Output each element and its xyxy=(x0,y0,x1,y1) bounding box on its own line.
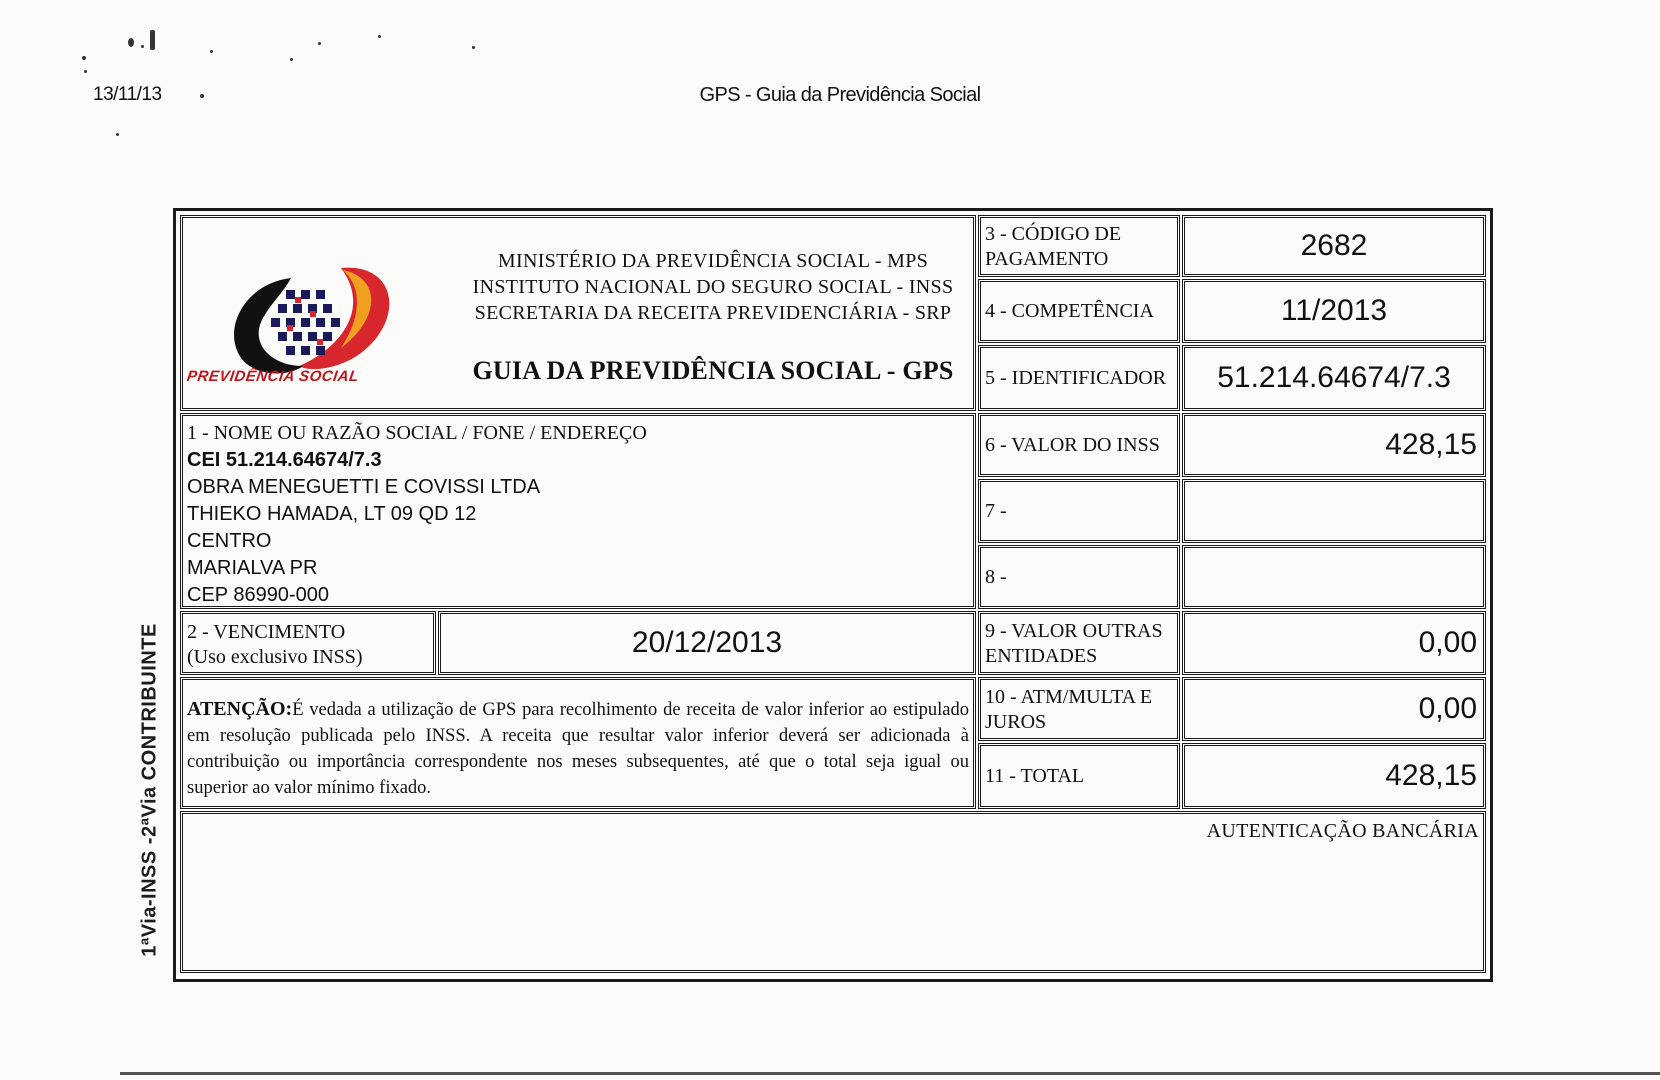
ministry-lines xyxy=(433,248,993,326)
logo-caption: PREVIDÊNCIA SOCIAL xyxy=(185,368,360,385)
contributor-city: MARIALVA PR xyxy=(187,557,318,579)
notice-prefix: ATENÇÃO: xyxy=(187,698,293,720)
contributor-block xyxy=(183,416,973,609)
contributor-district: CENTRO xyxy=(187,530,272,552)
identifier-value: 51.214.64674/7.3 xyxy=(1217,361,1451,394)
contributor-cell xyxy=(180,413,976,609)
field-8-value xyxy=(1185,548,1483,606)
scan-edge-line xyxy=(120,1072,1660,1075)
contributor-address: THIEKO HAMADA, LT 09 QD 12 xyxy=(187,503,477,525)
field-5-label-cell xyxy=(978,345,1180,411)
due-label-cell xyxy=(180,611,436,675)
fine-interest-value: 0,00 xyxy=(1418,692,1477,725)
field-10-label-cell xyxy=(978,677,1180,741)
ministry-line-1: MINISTÉRIO DA PREVIDÊNCIA SOCIAL - MPS xyxy=(497,250,929,272)
inss-value: 428,15 xyxy=(1385,428,1477,461)
form-title: GUIA DA PREVIDÊNCIA SOCIAL - GPS xyxy=(472,356,954,385)
field-8-label: 8 - xyxy=(985,565,1007,588)
field-7-label-cell xyxy=(978,479,1180,543)
field-7-value xyxy=(1185,482,1483,540)
due-label-line-2: (Uso exclusivo INSS) xyxy=(187,646,363,668)
field-11-label: 11 - TOTAL xyxy=(985,764,1085,787)
field-4-value-cell xyxy=(1182,279,1486,343)
page-title: GPS - Guia da Previdência Social xyxy=(699,84,981,106)
notice-body: É vedada a utilização de GPS para recolhimento de receita de valor inferior ao estipulado em resolução publicada pelo INSS. A receita que resultar valor inferior deverá ser adicionada à contribuição ou importância correspondente nos meses subsequentes, até que o total seja igual ou superior ao valor mínimo fixado. xyxy=(187,700,969,798)
print-date: 13/11/13 xyxy=(93,84,162,105)
field-3-value-cell xyxy=(1182,215,1486,277)
copy-stamp: 1ªVia-INSS -2ªVia CONTRIBUINTE xyxy=(138,623,161,957)
gps-form xyxy=(173,208,1493,982)
field-9-label-cell xyxy=(978,611,1180,675)
field-10-label: 10 - ATM/MULTA E JUROS xyxy=(985,686,1153,733)
contributor-cep: CEP 86990-000 xyxy=(187,584,329,606)
field-7-label: 7 - xyxy=(985,499,1007,522)
ministry-line-2: INSTITUTO NACIONAL DO SEGURO SOCIAL - INSS xyxy=(472,276,954,298)
field-10-value-cell xyxy=(1182,677,1486,741)
field-3-label: 3 - CÓDIGO DE PAGAMENTO xyxy=(985,223,1122,270)
competence-value: 11/2013 xyxy=(1280,294,1388,327)
field-9-value-cell xyxy=(1182,611,1486,675)
field-5-value-cell xyxy=(1182,345,1486,411)
payment-code-value: 2682 xyxy=(1300,229,1368,262)
form-header xyxy=(180,215,976,411)
field-11-label-cell xyxy=(978,743,1180,809)
field-11-value-cell xyxy=(1182,743,1486,809)
bank-auth-label: AUTENTICAÇÃO BANCÁRIA xyxy=(1206,820,1479,842)
field-3-label-cell xyxy=(978,215,1180,277)
page-header xyxy=(0,84,1660,114)
field-8-label-cell xyxy=(978,545,1180,609)
field-6-label-cell xyxy=(978,413,1180,477)
contributor-name: OBRA MENEGUETTI E COVISSI LTDA xyxy=(187,476,541,498)
due-value-cell xyxy=(438,611,976,675)
field-7-value-cell xyxy=(1182,479,1486,543)
notice-text xyxy=(183,680,973,801)
cei-number: CEI 51.214.64674/7.3 xyxy=(187,449,382,471)
other-entities-value: 0,00 xyxy=(1418,626,1477,659)
due-date-value: 20/12/2013 xyxy=(631,626,783,659)
field-4-label-cell xyxy=(978,279,1180,343)
field-5-label: 5 - IDENTIFICADOR xyxy=(985,366,1167,389)
field-1-label: 1 - NOME OU RAZÃO SOCIAL / FONE / ENDEREÇO xyxy=(187,422,647,444)
bank-auth-cell xyxy=(180,811,1486,973)
notice-cell xyxy=(180,677,976,809)
ministry-line-3: SECRETARIA DA RECEITA PREVIDENCIÁRIA - SRP xyxy=(474,302,952,324)
field-8-value-cell xyxy=(1182,545,1486,609)
total-value: 428,15 xyxy=(1385,759,1477,792)
field-4-label: 4 - COMPETÊNCIA xyxy=(985,299,1154,322)
field-6-label: 6 - VALOR DO INSS xyxy=(985,433,1160,456)
due-label-line-1: 2 - VENCIMENTO xyxy=(187,621,346,643)
field-6-value-cell xyxy=(1182,413,1486,477)
field-9-label: 9 - VALOR OUTRAS ENTIDADES xyxy=(985,620,1163,667)
due-label xyxy=(183,614,433,670)
